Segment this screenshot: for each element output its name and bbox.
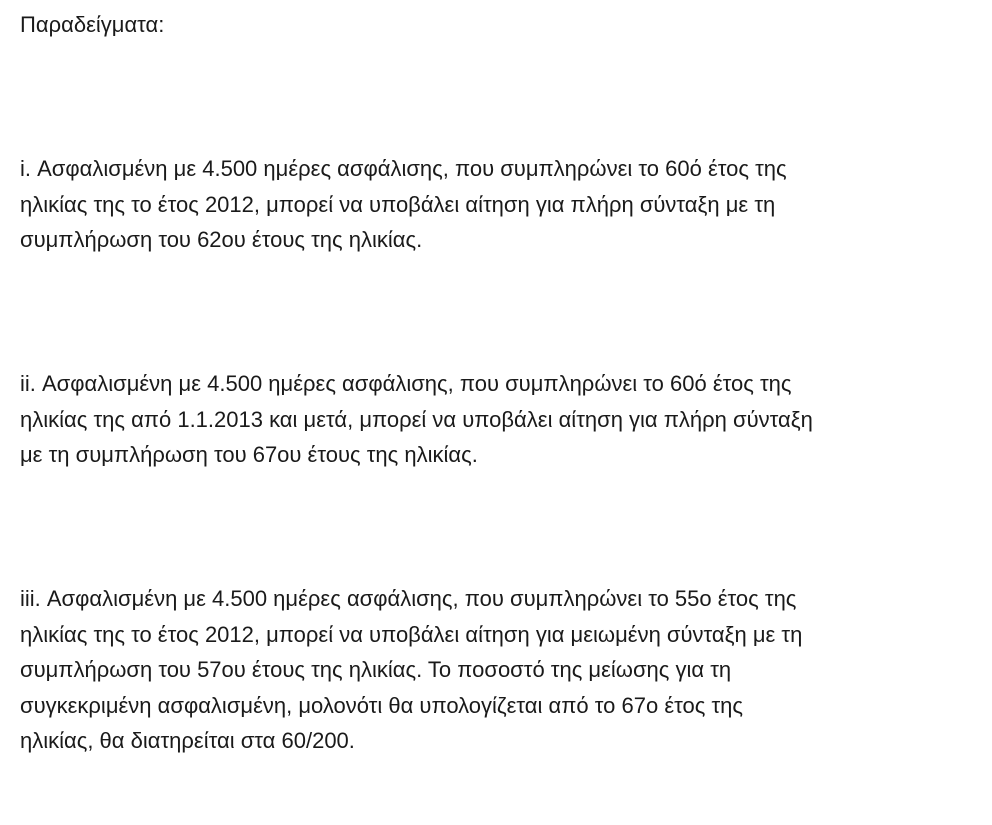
example-i-line-1: i. Ασφαλισμένη με 4.500 ημέρες ασφάλισης, που συμπληρώνει το 60ό έτος της	[20, 156, 787, 181]
example-iii-line-4: συγκεκριμένη ασφαλισμένη, μολονότι θα υπολογίζεται από το 67ο έτος της	[20, 692, 743, 718]
example-ii-line-1: ii. Ασφαλισμένη με 4.500 ημέρες ασφάλισης, που συμπληρώνει το 60ό έτος της	[20, 371, 792, 396]
example-ii-line-3: με τη συμπλήρωση του 67ου έτους της ηλικίας.	[20, 442, 478, 467]
example-iii-line-2: ηλικίας της το έτος 2012, μπορεί να υποβάλει αίτηση για μειωμένη σύνταξη με τη	[20, 621, 803, 647]
example-i-line-3: συμπλήρωση του 62ου έτους της ηλικίας.	[20, 227, 423, 252]
example-ii-paragraph	[20, 366, 960, 473]
example-i-paragraph	[20, 151, 960, 258]
example-iii-line-3: συμπλήρωση του 57ου έτους της ηλικίας. Το ποσοστό της μείωσης για τη	[20, 657, 732, 682]
example-iii-line-5: ηλικίας, θα διατηρείται στα 60/200.	[20, 728, 355, 753]
example-iii-line-1: iii. Ασφαλισμένη με 4.500 ημέρες ασφάλισης, που συμπληρώνει το 55ο έτος της	[20, 586, 797, 611]
example-i-line-2: ηλικίας της το έτος 2012, μπορεί να υποβάλει αίτηση για πλήρη σύνταξη με τη	[20, 191, 776, 217]
example-iii-paragraph	[20, 581, 960, 759]
example-ii-line-2: ηλικίας της από 1.1.2013 και μετά, μπορεί να υποβάλει αίτηση για πλήρη σύνταξη	[20, 406, 813, 432]
examples-heading: Παραδείγματα:	[20, 12, 165, 37]
